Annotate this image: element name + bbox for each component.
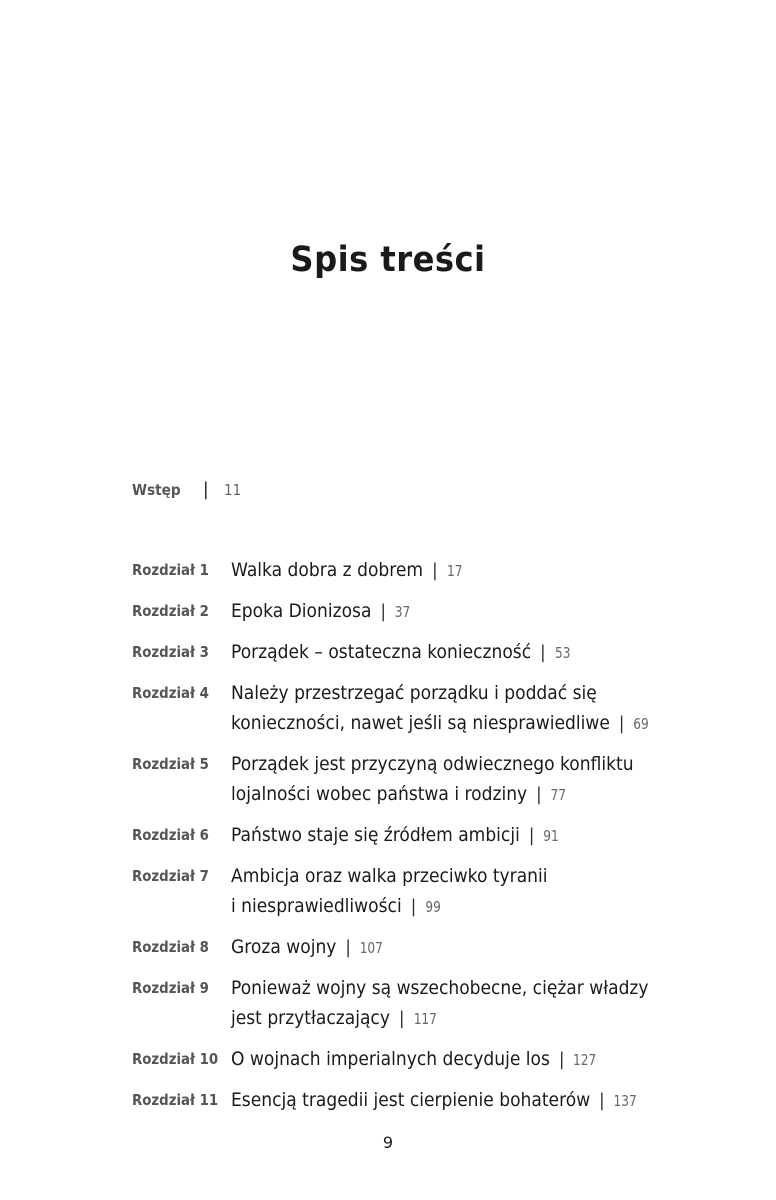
- chapter-separator: |: [540, 642, 546, 663]
- toc-intro-entry[interactable]: [132, 479, 243, 501]
- intro-label: Wstęp: [132, 481, 181, 499]
- chapter-title: [231, 820, 646, 851]
- chapter-title-text: lojalności wobec państwa i rodziny: [231, 783, 528, 805]
- chapter-title-text: Groza wojny: [231, 936, 337, 958]
- chapter-title: [231, 932, 646, 963]
- toc-chapter-entry[interactable]: [132, 932, 692, 963]
- chapter-title-line: [231, 749, 646, 779]
- chapter-title-text: Ambicja oraz walka przeciwko tyranii: [231, 865, 548, 887]
- chapter-title: [231, 596, 646, 627]
- toc-chapter-entry[interactable]: [132, 637, 692, 668]
- chapter-title-line: [231, 932, 646, 963]
- chapter-title-line: [231, 708, 651, 739]
- chapter-title: [231, 1044, 646, 1075]
- chapter-page-number: 99: [425, 898, 441, 916]
- toc-chapter-entry[interactable]: [132, 596, 692, 627]
- chapter-page-number: 127: [573, 1051, 597, 1069]
- chapter-title: [231, 749, 646, 810]
- chapter-title-text: konieczności, nawet jeśli są niesprawiedliwe: [231, 712, 610, 734]
- toc-chapter-entry[interactable]: [132, 820, 692, 851]
- chapter-title-line: [231, 891, 646, 922]
- chapter-page-number: 69: [633, 715, 649, 733]
- chapter-title-line: [231, 1085, 646, 1116]
- table-of-contents: [132, 555, 692, 1126]
- toc-chapter-entry[interactable]: [132, 973, 692, 1034]
- chapter-label: Rozdział 2: [132, 602, 209, 620]
- toc-chapter-entry[interactable]: [132, 1085, 692, 1116]
- chapter-title: [231, 1085, 646, 1116]
- toc-chapter-entry[interactable]: [132, 861, 692, 922]
- toc-chapter-entry[interactable]: [132, 749, 692, 810]
- chapter-label: Rozdział 11: [132, 1091, 219, 1109]
- page-number: 9: [382, 1133, 394, 1152]
- chapter-title-line: [231, 596, 646, 627]
- chapter-page-number: 53: [554, 644, 571, 662]
- chapter-page-number: 107: [359, 939, 384, 957]
- intro-page-number: 11: [224, 481, 242, 499]
- chapter-separator: |: [398, 1008, 405, 1029]
- chapter-separator: |: [380, 601, 386, 622]
- chapter-label: Rozdział 8: [132, 938, 209, 956]
- chapter-separator: |: [528, 825, 535, 846]
- chapter-title-line: [231, 861, 646, 891]
- chapter-title-text: Esencją tragedii jest cierpienie bohaterów: [231, 1089, 591, 1111]
- chapter-separator: |: [410, 896, 417, 917]
- chapter-label: Rozdział 10: [132, 1050, 219, 1068]
- chapter-title-line: [231, 973, 649, 1003]
- chapter-page-number: 137: [613, 1092, 637, 1110]
- intro-separator: |: [202, 479, 209, 500]
- toc-chapter-entry[interactable]: [132, 678, 692, 739]
- chapter-label: Rozdział 5: [132, 755, 209, 773]
- chapter-title: [231, 973, 649, 1034]
- chapter-title-line: [231, 779, 646, 810]
- chapter-separator: |: [618, 713, 625, 734]
- chapter-separator: |: [345, 937, 351, 958]
- toc-chapter-entry[interactable]: [132, 555, 692, 586]
- chapter-separator: |: [536, 784, 542, 805]
- chapter-page-number: 117: [413, 1010, 437, 1028]
- chapter-title-text: jest przytłaczający: [231, 1007, 390, 1029]
- chapter-separator: |: [558, 1049, 565, 1070]
- chapter-label: Rozdział 9: [132, 979, 209, 997]
- page-title: Spis treści: [290, 240, 486, 280]
- chapter-title-line: [231, 678, 651, 708]
- chapter-title-line: [231, 637, 646, 668]
- chapter-title-text: O wojnach imperialnych decyduje los: [231, 1048, 550, 1070]
- chapter-title-line: [231, 555, 646, 586]
- chapter-title-text: Ponieważ wojny są wszechobecne, ciężar władzy: [231, 977, 649, 999]
- chapter-title-line: [231, 1044, 646, 1075]
- chapter-title-text: Walka dobra z dobrem: [231, 559, 424, 581]
- chapter-title-text: Należy przestrzegać porządku i poddać się: [231, 682, 597, 704]
- chapter-page-number: 37: [394, 603, 411, 621]
- chapter-title: [231, 861, 646, 922]
- chapter-label: Rozdział 6: [132, 826, 209, 844]
- chapter-title-text: Porządek jest przyczyną odwiecznego konfliktu: [231, 753, 634, 775]
- chapter-label: Rozdział 3: [132, 643, 209, 661]
- chapter-title-text: Epoka Dionizosa: [231, 600, 372, 622]
- chapter-page-number: 91: [543, 827, 559, 845]
- chapter-title: [231, 637, 646, 668]
- chapter-title-text: Państwo staje się źródłem ambicji: [231, 824, 520, 846]
- chapter-page-number: 17: [446, 562, 463, 580]
- chapter-title: [231, 678, 651, 739]
- chapter-title-line: [231, 820, 646, 851]
- chapter-title-text: i niesprawiedliwości: [231, 895, 402, 917]
- chapter-label: Rozdział 7: [132, 867, 209, 885]
- chapter-page-number: 77: [550, 786, 567, 804]
- chapter-separator: |: [599, 1090, 605, 1111]
- chapter-label: Rozdział 1: [132, 561, 209, 579]
- chapter-label: Rozdział 4: [132, 684, 209, 702]
- chapter-title: [231, 555, 646, 586]
- toc-chapter-entry[interactable]: [132, 1044, 692, 1075]
- chapter-title-text: Porządek – ostateczna konieczność: [231, 641, 532, 663]
- chapter-title-line: [231, 1003, 649, 1034]
- chapter-separator: |: [432, 560, 438, 581]
